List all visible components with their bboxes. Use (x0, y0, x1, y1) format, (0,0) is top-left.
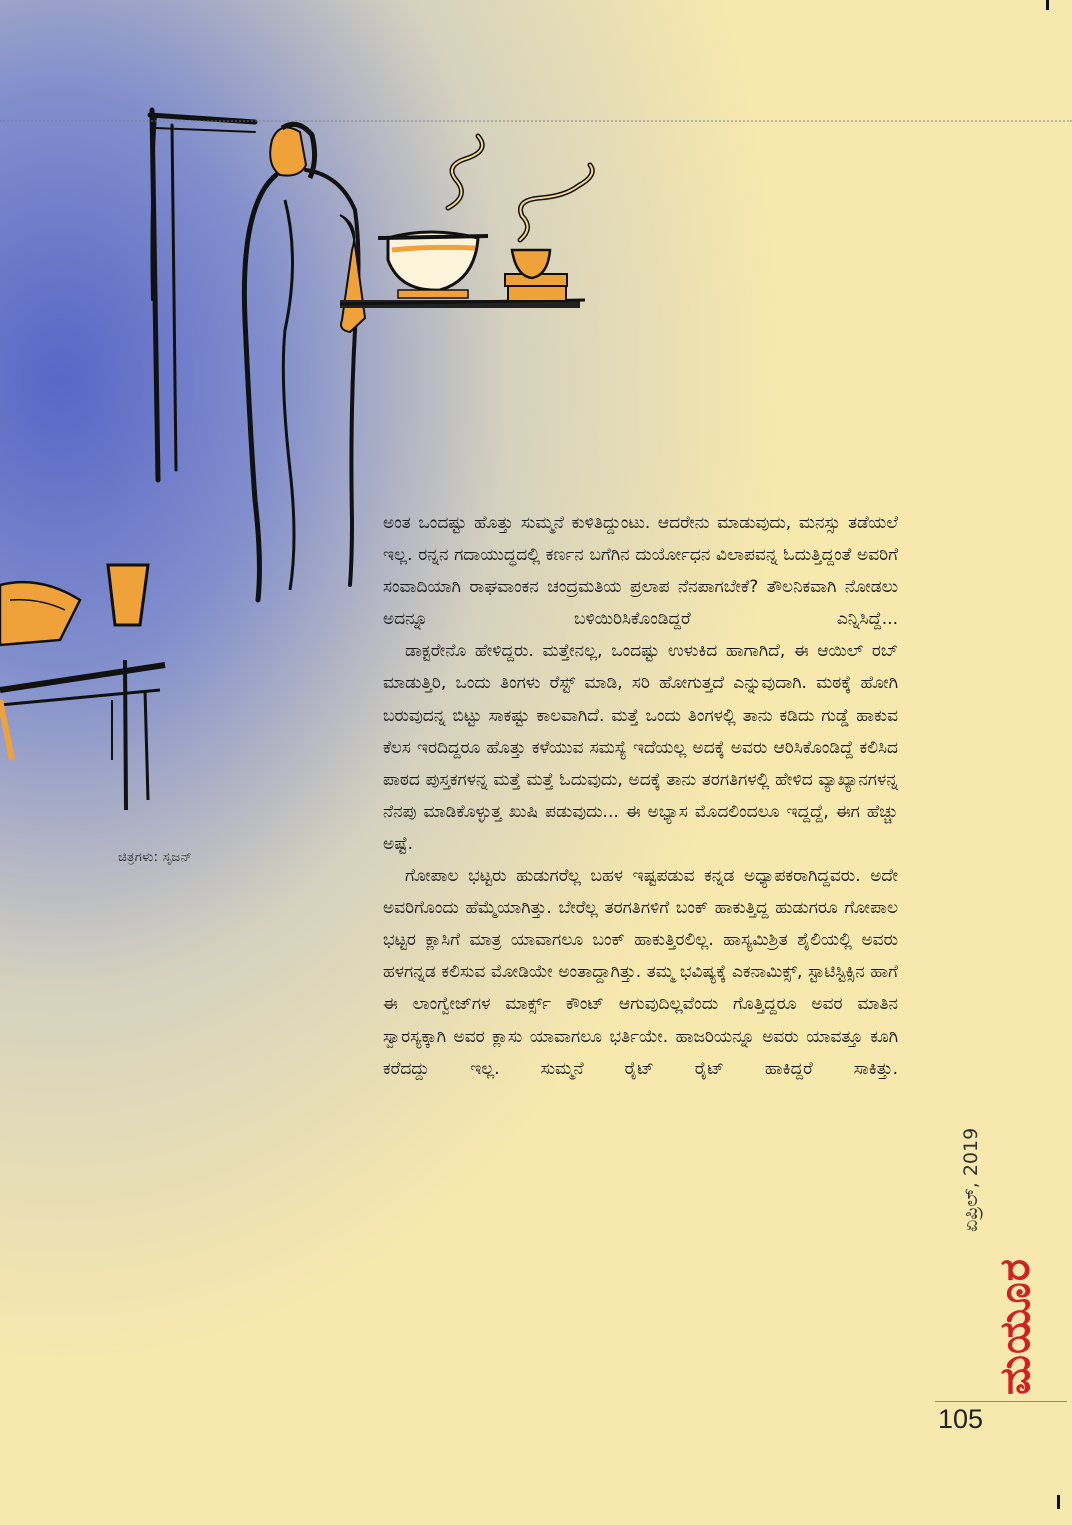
page-number: 105 (938, 1404, 984, 1434)
cooking-pot (378, 232, 488, 298)
article-paragraph-1: ಅಂತ ಒಂದಷ್ಟು ಹೊತ್ತು ಸುಮ್ಮನೆ ಕುಳಿತಿದ್ದುಂಟು. ಆದರೇನು ಮಾಡುವುದು, ಮನಸ್ಸು ತಡೆಯಲೆ ಇಲ್ಲ. ರನ್ನನ ಗದಾಯುದ್ಧದಲ್ಲಿ ಕರ್ಣನ ಬಗೆಗಿನ ದುರ್ಯೋಧನ ವಿಲಾಪವನ್ನ ಓದುತ್ತಿದ್ದಂತೆ ಅವರಿಗೆ ಸಂವಾದಿಯಾಗಿ ರಾಘವಾಂಕನ ಚಂದ್ರಮತಿಯ ಪ್ರಲಾಪ ನೆನಪಾಗಬೇಕೆ? ತೌಲನಿಕವಾಗಿ ನೋಡಲು ಅದನ್ನೂ ಬಳಿಯಿರಿಸಿಕೊಂಡಿದ್ದರೆ ಎನ್ನಿಸಿದ್ದೆ... (383, 513, 898, 630)
page-number-rule (935, 1401, 1067, 1402)
magazine-title: ಮಯೂರ (990, 1258, 1039, 1395)
article-body (383, 507, 898, 1085)
steam (448, 136, 592, 240)
article-paragraph-3: ಗೋಪಾಲ ಭಟ್ಟರು ಹುಡುಗರೆಲ್ಲ ಬಹಳ ಇಷ್ಟಪಡುವ ಕನ್ನಡ ಅಧ್ಯಾಪಕರಾಗಿದ್ದವರು. ಅದೇ ಅವರಿಗೊಂದು ಹೆಮ್ಮೆಯಾಗಿತ್ತು. ಬೇರೆಲ್ಲ ತರಗತಿಗಳಿಗೆ ಬಂಕ್ ಹಾಕುತ್ತಿದ್ದ ಹುಡುಗರೂ ಗೋಪಾಲ ಭಟ್ಟರ ಕ್ಲಾಸಿಗೆ ಮಾತ್ರ ಯಾವಾಗಲೂ ಬಂಕ್ ಹಾಕುತ್ತಿರಲಿಲ್ಲ. ಹಾಸ್ಯಮಿಶ್ರಿತ ಶೈಲಿಯಲ್ಲಿ ಅವರು ಹಳಗನ್ನಡ ಕಲಿಸುವ ಮೋಡಿಯೇ ಅಂತಾದ್ದಾಗಿತ್ತು. ತಮ್ಮ ಭವಿಷ್ಯಕ್ಕೆ ಎಕನಾಮಿಕ್ಸ್, ಸ್ಟಾಟಿಸ್ಟಿಕ್ಸಿನ ಹಾಗೆ ಈ ಲಾಂಗ್ವೇಜ್‌ಗಳ ಮಾರ್ಕ್ಸ್ ಕೌಂಟ್ ಆಗುವುದಿಲ್ಲವೆಂದು ಗೊತ್ತಿದ್ದರೂ ಅವರ ಮಾತಿನ ಸ್ವಾರಸ್ಯಕ್ಕಾಗಿ ಅವರ ಕ್ಲಾಸು ಯಾವಾಗಲೂ ಭರ್ತಿಯೇ. ಹಾಜರಿಯನ್ನೂ ಅವರು ಯಾವತ್ತೂ ಕೂಗಿ ಕರೆದದ್ದು ಇಲ್ಲ. ಸುಮ್ಮನೆ ರೈಟ್ ರೈಟ್ ಹಾಕಿದ್ದರೆ ಸಾಕಿತ್ತು. (383, 866, 898, 1079)
woman-figure (244, 124, 365, 600)
dotted-rule (0, 120, 1072, 122)
crop-mark (1046, 0, 1049, 10)
illustration-credit: ಚಿತ್ರಗಳು: ಸೃಜನ್ (118, 850, 193, 865)
door-frame (150, 110, 255, 480)
study-table (0, 565, 165, 810)
article-paragraph-2: ಡಾಕ್ಟರೇನೊ ಹೇಳಿದ್ದರು. ಮತ್ತೇನಲ್ಲ, ಒಂದಷ್ಟು ಉಳುಕಿದ ಹಾಗಾಗಿದೆ, ಈ ಆಯಿಲ್ ರಬ್ ಮಾಡುತ್ತಿರಿ, ಒಂದು ತಿಂಗಳು ರೆಸ್ಟ್ ಮಾಡಿ, ಸರಿ ಹೋಗುತ್ತದೆ ಎನ್ನುವುದಾಗಿ. ಮಠಕ್ಕೆ ಹೋಗಿ ಬರುವುದನ್ನ ಬಿಟ್ಟು ಸಾಕಷ್ಟು ಕಾಲವಾಗಿದೆ. ಮತ್ತೆ ಒಂದು ತಿಂಗಳಲ್ಲಿ ತಾನು ಕಡಿದು ಗುಡ್ಡೆ ಹಾಕುವ ಕೆಲಸ ಇರದಿದ್ದರೂ ಹೊತ್ತು ಕಳೆಯುವ ಸಮಸ್ಯೆ ಇದೆಯಲ್ಲ ಅದಕ್ಕೆ ಅವರು ಆರಿಸಿಕೊಂಡಿದ್ದೆ ಕಲಿಸಿದ ಪಾಠದ ಪುಸ್ತಕಗಳನ್ನ ಮತ್ತೆ ಮತ್ತೆ ಓದುವುದು, ಅದಕ್ಕೆ ತಾನು ತರಗತಿಗಳಲ್ಲಿ ಹೇಳಿದ ವ್ಯಾಖ್ಯಾನಗಳನ್ನ ನೆನಪು ಮಾಡಿಕೊಳ್ಳುತ್ತ ಖುಷಿ ಪಡುವುದು... ಈ ಅಭ್ಯಾಸ ಮೊದಲಿಂದಲೂ ಇದ್ದದ್ದೆ, ಈಗ ಹೆಚ್ಚು ಅಷ್ಟೆ. (383, 641, 898, 854)
issue-date: ಏಪ್ರಿಲ್, 2019 (960, 1127, 982, 1232)
crop-mark (1057, 1495, 1060, 1509)
